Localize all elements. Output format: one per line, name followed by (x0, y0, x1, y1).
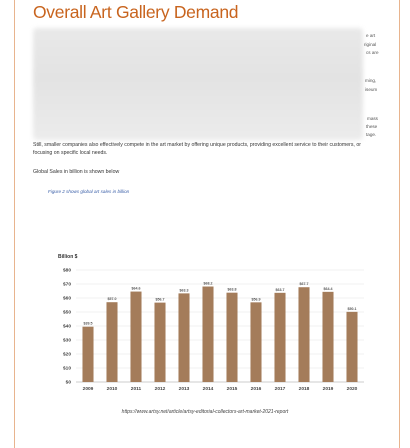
data-label: $39.5 (83, 321, 93, 326)
figure-caption: Figure 2 shows global art sales in billion (48, 189, 130, 194)
data-label: $63.3 (179, 288, 189, 293)
x-tick-label: 2018 (298, 387, 310, 392)
data-label: $57.0 (107, 297, 117, 302)
text-fragment: these (366, 124, 378, 129)
x-tick-label: 2012 (154, 387, 166, 392)
y-tick-label: $10 (62, 366, 71, 372)
y-tick-label: $0 (65, 380, 71, 386)
data-label: $50.1 (347, 306, 357, 311)
x-tick-label: 2017 (274, 387, 286, 392)
global-art-sales-chart (48, 248, 370, 398)
bar-2010 (106, 302, 117, 382)
y-tick-label: $30 (62, 338, 71, 344)
page-border-right (399, 0, 400, 448)
bar-2011 (130, 292, 141, 382)
data-label: $64.6 (131, 286, 141, 291)
bar-2014 (202, 287, 213, 382)
text-fragment: riginal (364, 42, 377, 47)
text-fragment: e art (366, 33, 376, 38)
data-label: $63.8 (227, 287, 237, 292)
text-fragment: ming, (365, 78, 377, 83)
data-label: $56.7 (155, 297, 165, 302)
document-title: Overall Art Gallery Demand (33, 2, 239, 22)
y-tick-label: $60 (62, 296, 71, 302)
data-label: $68.2 (203, 281, 213, 286)
x-tick-label: 2019 (322, 387, 334, 392)
bar-2020 (346, 312, 357, 382)
y-tick-label: $70 (62, 282, 71, 288)
bar-2017 (274, 293, 285, 382)
text-fragment: cs are (366, 50, 379, 55)
data-label: $56.9 (251, 297, 261, 302)
x-tick-label: 2009 (82, 387, 94, 392)
y-tick-label: $40 (62, 324, 71, 330)
x-tick-label: 2014 (202, 387, 214, 392)
source-citation: https://www.artsy.net/article/artsy-editorial-collectors-art-market-2021-report (121, 409, 289, 415)
x-tick-label: 2013 (178, 387, 190, 392)
bar-2019 (322, 292, 333, 382)
bar-2009 (82, 327, 93, 382)
data-label: $63.7 (275, 287, 285, 292)
bar-2016 (250, 302, 261, 382)
x-tick-label: 2011 (130, 387, 142, 392)
bar-2012 (154, 303, 165, 382)
x-tick-label: 2020 (346, 387, 358, 392)
x-tick-label: 2015 (226, 387, 238, 392)
sales-intro: Global Sales in billion is shown below (33, 169, 120, 175)
text-fragment: iseum (365, 87, 378, 92)
y-tick-label: $80 (62, 268, 71, 274)
y-axis-title: Billion $ (58, 254, 78, 260)
bar-2013 (178, 293, 189, 382)
data-label: $64.4 (323, 286, 333, 291)
y-tick-label: $50 (62, 310, 71, 316)
redacted-text-block (33, 28, 363, 140)
data-label: $67.7 (299, 282, 309, 287)
text-fragment: tage. (366, 132, 377, 137)
body-paragraph: Still, smaller companies also effectively compete in the art market by offering unique products, providing excellent service to their customers, or focusing on specific local needs. (33, 142, 361, 157)
bar-2018 (298, 287, 309, 382)
x-tick-label: 2016 (250, 387, 262, 392)
page-border-left (14, 0, 15, 448)
text-fragment: mass (367, 116, 378, 121)
y-tick-label: $20 (62, 352, 71, 358)
x-tick-label: 2010 (106, 387, 118, 392)
bar-2015 (226, 293, 237, 382)
